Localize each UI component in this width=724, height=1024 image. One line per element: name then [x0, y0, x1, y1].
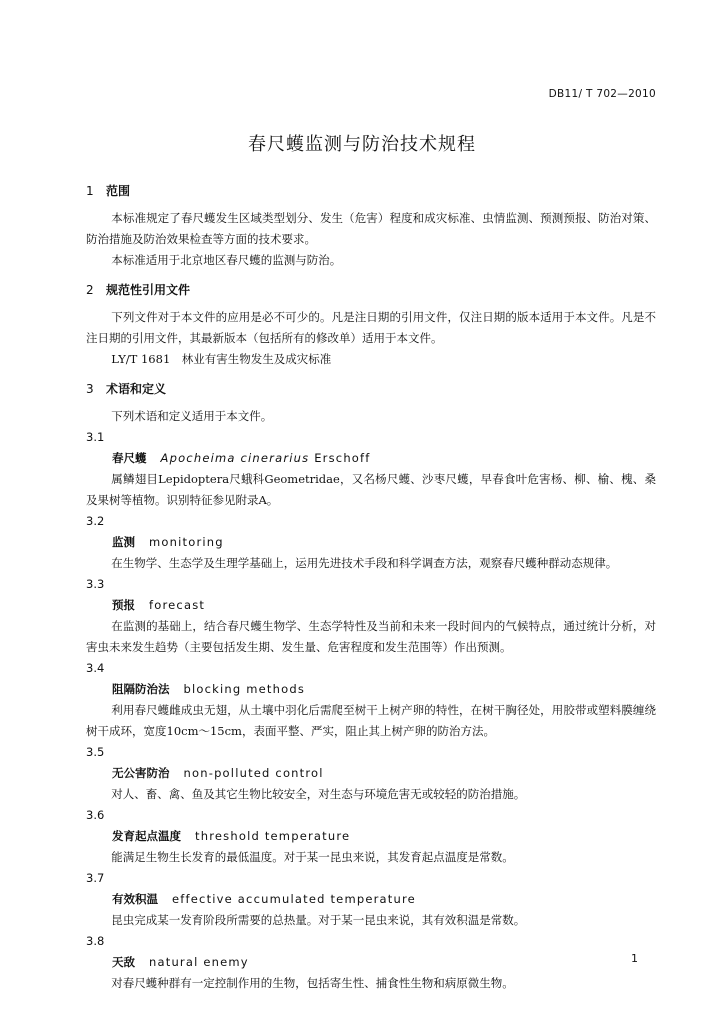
- term-entry: [86, 427, 656, 511]
- reference-item: LY/T 1681 林业有害生物发生及成灾标准: [111, 352, 332, 366]
- term-definition: 利用春尺蠖雌成虫无翅，从土壤中羽化后需爬至树干上树产卵的特性，在树干胸径处，用胶带或塑料膜缠绕树干成环，宽度10cm～15cm，表面平整、严实，阻止其上树产卵的防治方法。: [86, 703, 656, 738]
- term-entry: [86, 658, 656, 742]
- term-number: 3.3: [86, 577, 105, 591]
- term-english: forecast: [149, 598, 206, 612]
- document-title: 春尺蠖监测与防治技术规程: [248, 134, 476, 155]
- term-definition: 对人、畜、禽、鱼及其它生物比较安全，对生态与环境危害无或较轻的防治措施。: [111, 787, 526, 801]
- section-heading-scope: 1 范围: [86, 184, 131, 198]
- term-number: 3.8: [86, 934, 105, 948]
- term-chinese: 春尺蠖: [112, 451, 147, 465]
- term-number: 3.5: [86, 745, 105, 759]
- term-chinese: 监测: [112, 535, 135, 549]
- term-chinese: 发育起点温度: [112, 829, 181, 843]
- section-heading-normative-references: 2 规范性引用文件: [86, 283, 191, 297]
- term-definition: 对春尺蠖种群有一定控制作用的生物，包括寄生性、捕食性生物和病原微生物。: [111, 976, 514, 990]
- term-chinese: 无公害防治: [112, 766, 170, 780]
- term-definition: 在生物学、生态学及生理学基础上，运用先进技术手段和科学调查方法，观察春尺蠖种群动态规律。: [111, 556, 618, 570]
- term-number: 3.7: [86, 871, 105, 885]
- term-definition: 属鳞翅目Lepidoptera尺蛾科Geometridae，又名杨尺蠖、沙枣尺蠖，早春食叶危害杨、柳、榆、槐、桑及果树等植物。识别特征参见附录A。: [86, 472, 656, 507]
- paragraph: 本标准规定了春尺蠖发生区域类型划分、发生（危害）程度和成灾标准、虫情监测、预测预报、防治对策、防治措施及防治效果检查等方面的技术要求。: [86, 211, 656, 246]
- term-entry: [86, 742, 656, 805]
- section-heading-terms: 3 术语和定义: [86, 382, 167, 396]
- term-entry: [86, 805, 656, 868]
- paragraph: 下列文件对于本文件的应用是必不可少的。凡是注日期的引用文件，仅注日期的版本适用于本文件。凡是不注日期的引用文件，其最新版本（包括所有的修改单）适用于本文件。: [86, 310, 656, 345]
- term-english-suffix: Erschoff: [309, 451, 371, 465]
- term-chinese: 有效积温: [112, 892, 158, 906]
- term-english: effective accumulated temperature: [172, 892, 416, 906]
- term-definition: 能满足生物生长发育的最低温度。对于某一昆虫来说，其发育起点温度是常数。: [111, 850, 514, 864]
- term-english: monitoring: [149, 535, 224, 549]
- paragraph: 下列术语和定义适用于本文件。: [111, 409, 273, 423]
- term-entry: [86, 574, 656, 658]
- term-chinese: 预报: [112, 598, 135, 612]
- term-chinese: 天敌: [112, 955, 135, 969]
- term-english: threshold temperature: [195, 829, 351, 843]
- term-definition: 昆虫完成某一发育阶段所需要的总热量。对于某一昆虫来说，其有效积温是常数。: [111, 913, 526, 927]
- term-number: 3.6: [86, 808, 105, 822]
- term-english: non-polluted control: [183, 766, 324, 780]
- term-english: natural enemy: [149, 955, 249, 969]
- term-chinese: 阻隔防治法: [112, 682, 170, 696]
- document-body: [86, 180, 656, 994]
- term-number: 3.2: [86, 514, 105, 528]
- term-entry: [86, 931, 656, 994]
- paragraph: 本标准适用于北京地区春尺蠖的监测与防治。: [111, 253, 342, 267]
- standard-code: DB11/ T 702—2010: [548, 88, 656, 100]
- term-english: Apocheima cinerarius: [160, 451, 310, 465]
- term-number: 3.4: [86, 661, 105, 675]
- page-number: 1: [631, 952, 638, 965]
- term-entry: [86, 511, 656, 574]
- term-number: 3.1: [86, 430, 105, 444]
- term-definition: 在监测的基础上，结合春尺蠖生物学、生态学特性及当前和未来一段时间内的气候特点，通过统计分析，对害虫未来发生趋势（主要包括发生期、发生量、危害程度和发生范围等）作出预测。: [86, 619, 656, 654]
- term-english: blocking methods: [183, 682, 306, 696]
- term-entry: [86, 868, 656, 931]
